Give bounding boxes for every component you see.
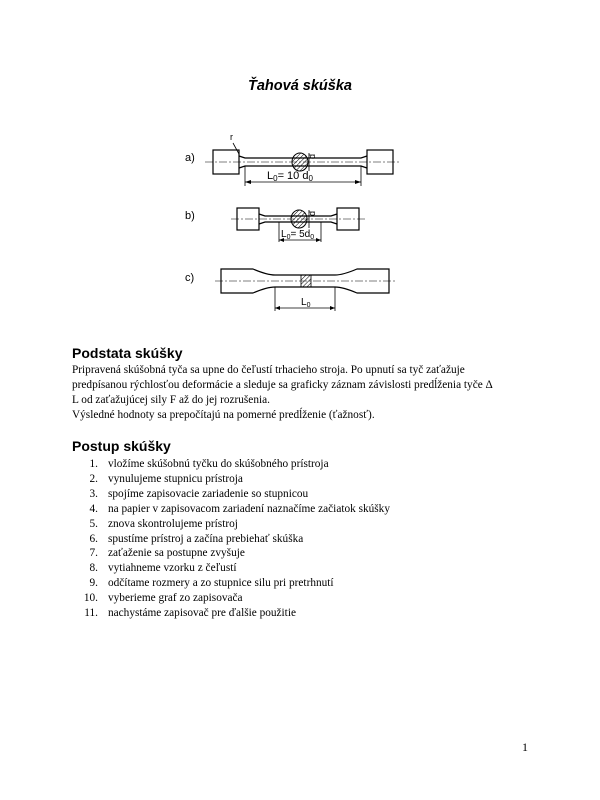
list-item: 8. vytiahneme vzorku z čeľustí — [89, 562, 237, 575]
dim-d-b: d — [307, 210, 317, 216]
dim-L0-a: L0= 10 d0 — [267, 170, 313, 183]
paragraph-line: predpísanou rýchlosťou deformácie a sleduje sa graficky záznam závislosti predĺženia tyče Δ — [72, 379, 493, 391]
specimen-c — [185, 269, 397, 311]
list-item: 2. vynulujeme stupnicu prístroja — [89, 472, 243, 485]
section-paragraph-podstata — [72, 363, 530, 423]
list-item: 10. vyberieme graf zo zapisovača — [83, 592, 243, 605]
list-item: 9. odčítame rozmery a zo stupnice silu pri pretrhnutí — [89, 577, 334, 590]
list-item: 4. na papier v zapisovacom zariadení naznačíme začiatok skúšky — [89, 502, 390, 515]
section-heading-postup: Postup skúšky — [72, 438, 171, 454]
specimen-c-label: c) — [185, 272, 195, 284]
list-item: 5. znova skontrolujeme prístroj — [89, 517, 238, 530]
dim-L0-b: $L_0= 5d_0$ — [281, 229, 315, 241]
specimen-b — [185, 208, 365, 242]
list-item: 3. spojíme zapisovacie zariadenie so stupnicou — [89, 487, 309, 500]
list-item: 6. spustíme prístroj a začína prebiehať skúška — [89, 532, 304, 545]
list-item: 7. zaťaženie sa postupne zvyšuje — [89, 547, 245, 560]
list-item: 11. nachystáme zapisovač pre ďalšie použitie — [84, 607, 296, 620]
specimen-b-label: b) — [185, 210, 195, 222]
paragraph-line: Pripravená skúšobná tyča sa upne do čeľustí trhacieho stroja. Po upnutí sa tyč zaťažuje — [72, 364, 465, 376]
dim-L0-c: $L_0$ — [301, 297, 311, 309]
paragraph-line: L od zaťažujúcej sily F až do jej rozrušenia. — [72, 394, 270, 406]
dim-d0-a: d — [307, 153, 317, 159]
specimen-a-label: a) — [185, 152, 195, 164]
list-item: 1. vložíme skúšobnú tyčku do skúšobného prístroja — [89, 458, 329, 470]
section-heading-podstata: Podstata skúšky — [72, 345, 183, 361]
paragraph-line: Výsledné hodnoty sa prepočítajú na pomerné predĺženie (ťažnosť). — [72, 409, 375, 421]
tensile-specimen-figure — [175, 130, 435, 330]
page-title: Ťahová skúška — [248, 78, 352, 94]
page-number: 1 — [522, 740, 528, 754]
specimen-a — [185, 132, 401, 186]
dim-r-a: r — [230, 132, 233, 142]
steps-list — [72, 457, 390, 621]
